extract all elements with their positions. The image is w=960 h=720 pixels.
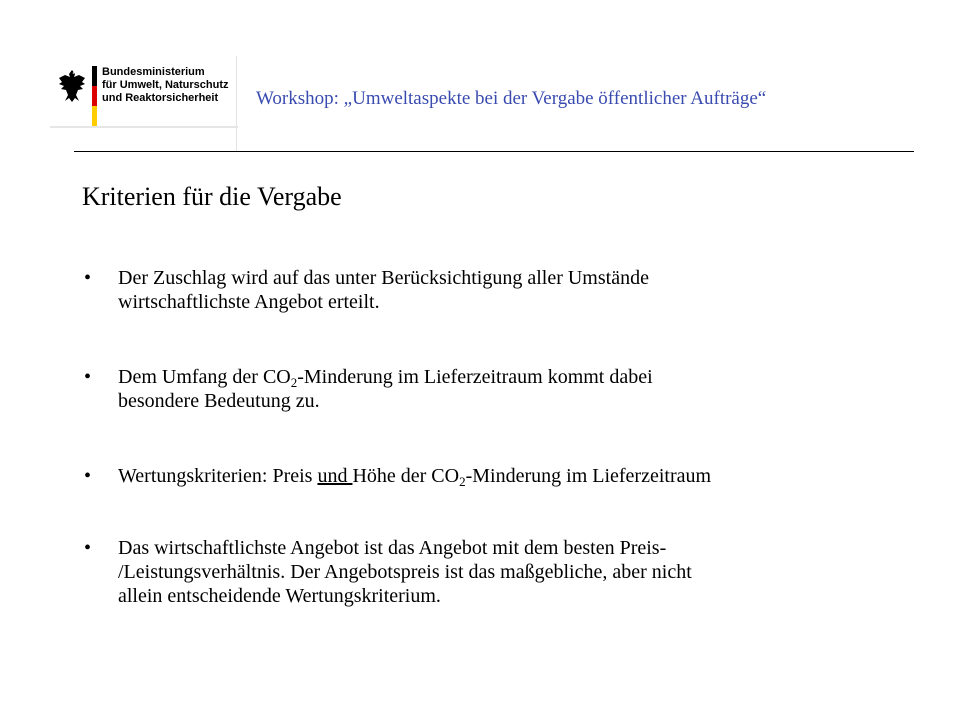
bullet-dot: • [84, 267, 92, 289]
text-span: -Minderung im Lieferzeitraum kommt dabei [297, 366, 653, 388]
bullet-dot: • [84, 465, 92, 487]
underlined-text: und [317, 465, 353, 487]
ministry-logo [58, 60, 238, 140]
bullet-dot: • [84, 366, 92, 388]
bullet-text [118, 464, 918, 488]
workshop-title: Workshop: „Umweltaspekte bei der Vergabe öffentlicher Aufträge“ [256, 88, 767, 109]
slide-title: Kriterien für die Vergabe [82, 182, 342, 211]
flag-stripe-black [92, 66, 97, 86]
bullet-line [118, 365, 918, 389]
ministry-line: Bundesministerium [102, 66, 205, 78]
bullet-line: wirtschaftlichste Angebot erteilt. [118, 291, 380, 313]
bullet-text [118, 536, 918, 608]
ministry-name [102, 66, 229, 105]
header-rule [74, 151, 914, 152]
subscript: 2 [459, 474, 466, 489]
bullet-line: Der Zuschlag wird auf das unter Berücksichtigung aller Umstände [118, 267, 649, 289]
bullet-text [118, 266, 918, 314]
ministry-line: für Umwelt, Naturschutz [102, 79, 229, 91]
bullet-line: allein entscheidende Wertungskriterium. [118, 585, 441, 607]
flag-stripe-red [92, 86, 97, 106]
flag-stripe-gold [92, 106, 97, 126]
bullet-dot: • [84, 537, 92, 559]
bullet-line: Das wirtschaftlichste Angebot ist das Angebot mit dem besten Preis- [118, 537, 667, 559]
federal-eagle-icon [58, 68, 86, 104]
bullet-line [118, 464, 918, 488]
text-span: -Minderung im Lieferzeitraum [465, 465, 712, 487]
bullet-line: besondere Bedeutung zu. [118, 390, 320, 412]
text-span: Dem Umfang der CO [118, 366, 291, 388]
text-span: Höhe der CO [352, 465, 460, 487]
bullet-text [118, 365, 918, 413]
flag-stripes [92, 66, 97, 126]
subscript: 2 [290, 375, 298, 390]
ministry-line: und Reaktorsicherheit [102, 92, 219, 104]
logo-divider [236, 56, 237, 152]
bullet-line: /Leistungsverhältnis. Der Angebotspreis ist das maßgebliche, aber nicht [118, 561, 692, 583]
text-span: Wertungskriterien: Preis [118, 465, 318, 487]
logo-bottom-shadow [50, 126, 238, 128]
